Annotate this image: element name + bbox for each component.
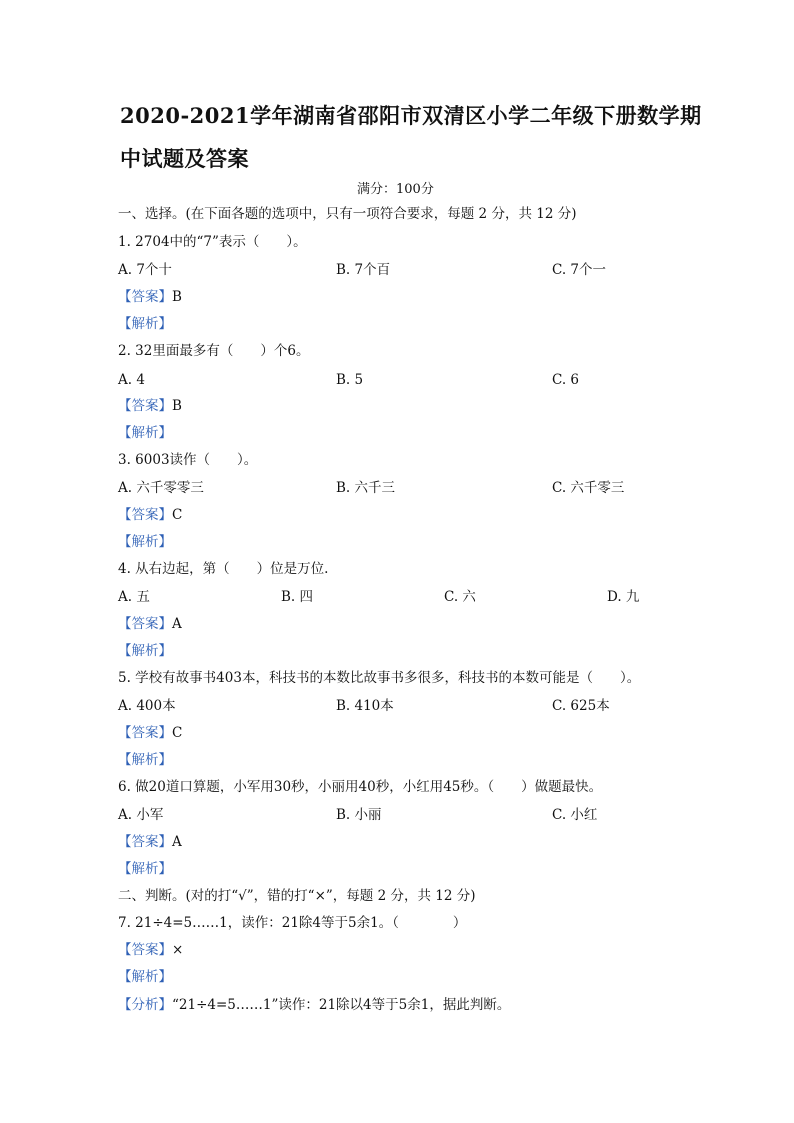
question-4-stem: 4. 从右边起，第（ ）位是万位. — [118, 561, 329, 577]
question-2-option-c: C. 6 — [552, 372, 580, 388]
section-2-heading: 二、判断。(对的打“√”，错的打“×”，每题 2 分，共 12 分) — [118, 888, 476, 904]
answer-label: 【答案】 — [118, 942, 172, 958]
question-6-answer — [118, 833, 182, 851]
question-2-stem: 2. 32里面最多有（ ）个6。 — [118, 343, 310, 359]
question-3-stem: 3. 6003读作（ ）。 — [118, 452, 258, 468]
question-6-option-a: A. 小军 — [118, 807, 164, 823]
question-1-analysis-label: 【解析】 — [118, 316, 172, 332]
question-7-analysis-label: 【解析】 — [118, 969, 172, 985]
question-4-option-b: B. 四 — [281, 589, 314, 605]
question-2-analysis-label: 【解析】 — [118, 425, 172, 441]
question-3-option-a: A. 六千零零三 — [118, 480, 204, 496]
question-3-option-b: B. 六千三 — [336, 480, 396, 496]
question-7-answer — [118, 941, 183, 959]
answer-label: 【答案】 — [118, 834, 172, 850]
question-2-answer — [118, 397, 182, 415]
question-5-option-a: A. 400本 — [118, 698, 176, 714]
question-2-option-a: A. 4 — [118, 372, 145, 388]
question-1-option-a: A. 7个十 — [118, 262, 172, 278]
answer-value: C — [172, 507, 183, 523]
question-3-option-c: C. 六千零三 — [552, 480, 625, 496]
question-1-stem: 1. 2704中的“7”表示（ ）。 — [118, 234, 307, 250]
question-5-answer — [118, 724, 182, 742]
question-4-option-d: D. 九 — [607, 589, 640, 605]
question-4-answer — [118, 615, 182, 633]
answer-value: B — [172, 289, 182, 305]
answer-label: 【答案】 — [118, 289, 172, 305]
answer-value: A — [172, 616, 182, 632]
answer-value: B — [172, 398, 182, 414]
question-3-answer — [118, 506, 182, 524]
answer-label: 【答案】 — [118, 616, 172, 632]
question-6-option-b: B. 小丽 — [336, 807, 382, 823]
question-6-option-c: C. 小红 — [552, 807, 598, 823]
question-7-analysis — [118, 996, 510, 1014]
question-6-analysis-label: 【解析】 — [118, 861, 172, 877]
answer-label: 【答案】 — [118, 507, 172, 523]
question-1-option-c: C. 7个一 — [552, 262, 607, 278]
question-3-analysis-label: 【解析】 — [118, 534, 172, 550]
question-5-analysis-label: 【解析】 — [118, 752, 172, 768]
question-5-option-c: C. 625本 — [552, 698, 610, 714]
question-5-stem: 5. 学校有故事书403本，科技书的本数比故事书多很多，科技书的本数可能是（ ）。 — [118, 670, 641, 686]
question-5-option-b: B. 410本 — [336, 698, 394, 714]
answer-label: 【答案】 — [118, 398, 172, 414]
analysis-text: “21÷4=5……1”读作：21除以4等于5余1，据此判断。 — [172, 997, 511, 1013]
answer-label: 【答案】 — [118, 725, 172, 741]
answer-value: × — [172, 942, 184, 958]
document-title-line-1: 2020-2021学年湖南省邵阳市双清区小学二年级下册数学期 — [120, 103, 702, 128]
question-1-answer — [118, 288, 182, 306]
section-1-heading: 一、选择。(在下面各题的选项中，只有一项符合要求，每题 2 分，共 12 分) — [118, 206, 577, 222]
analysis-heading: 【分析】 — [118, 997, 172, 1013]
question-6-stem: 6. 做20道口算题，小军用30秒，小丽用40秒，小红用45秒。（ ）做题最快。 — [118, 779, 603, 795]
question-1-option-b: B. 7个百 — [336, 262, 391, 278]
question-7-stem: 7. 21÷4=5……1，读作：21除4等于5余1。（ ） — [118, 915, 467, 931]
question-4-analysis-label: 【解析】 — [118, 643, 172, 659]
question-2-option-b: B. 5 — [336, 372, 364, 388]
question-4-option-a: A. 五 — [118, 589, 150, 605]
answer-value: C — [172, 725, 183, 741]
full-score: 满分：100分 — [357, 182, 434, 197]
document-title-line-2: 中试题及答案 — [120, 146, 249, 171]
answer-value: A — [172, 834, 182, 850]
question-4-option-c: C. 六 — [444, 589, 476, 605]
